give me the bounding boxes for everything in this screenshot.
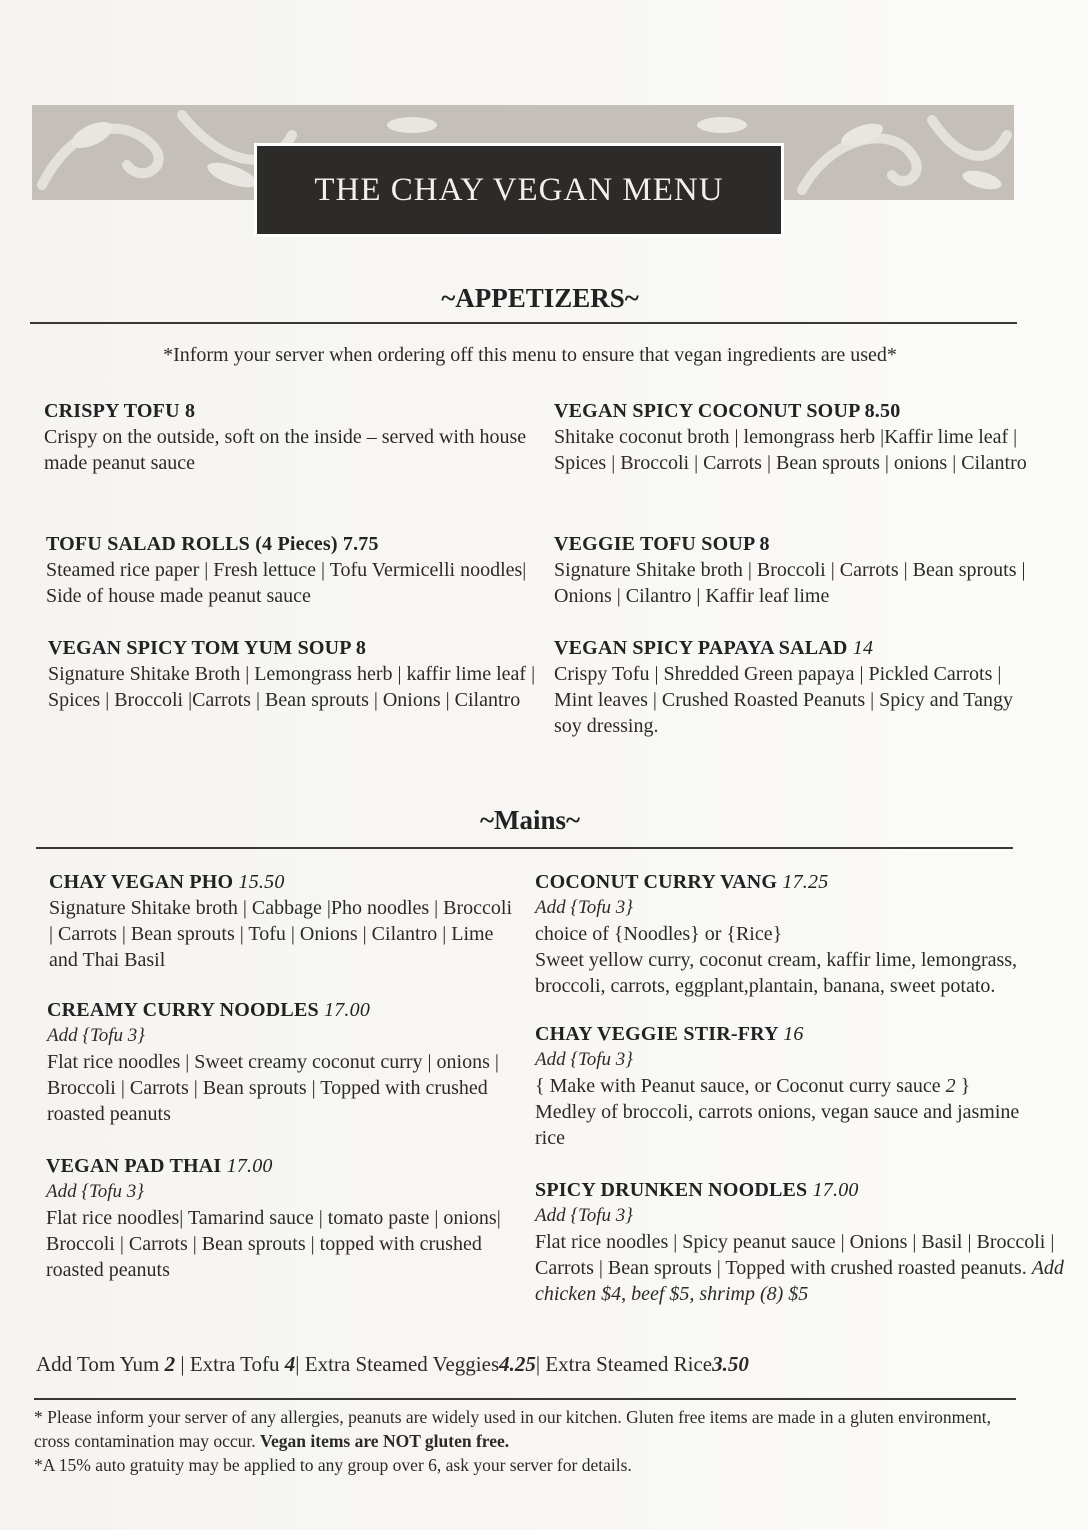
item-description: Shitake coconut broth | lemongrass herb |Kaffir lime leaf | Spices | Broccoli | Carrots | Bean sprouts | onions | Cilantro: [554, 426, 1027, 474]
item-title: CREAMY CURRY NOODLES: [47, 999, 319, 1021]
item-description: Steamed rice paper | Fresh lettuce | Tofu Vermicelli noodles| Side of house made peanut sauce: [46, 559, 527, 607]
menu-item: [554, 635, 1029, 739]
item-description: Sweet yellow curry, coconut cream, kaffir lime, lemongrass, broccoli, carrots, eggplant,plantain, banana, sweet potato.: [535, 949, 1018, 997]
item-price: 15.50: [238, 871, 285, 893]
extra-tom-yum: Add Tom Yum: [36, 1352, 165, 1376]
add-tofu-option: Add {Tofu 3}: [46, 1181, 144, 1202]
sauce-option-end: }: [955, 1075, 971, 1097]
item-price: 8: [759, 533, 770, 555]
item-description: Crispy Tofu | Shredded Green papaya | Pickled Carrots | Mint leaves | Crushed Roasted Peanuts | Spicy and Tangy soy dressing.: [554, 663, 1013, 737]
menu-item: [554, 398, 1049, 476]
item-name: [554, 635, 1029, 661]
item-title: VEGAN SPICY COCONUT SOUP: [554, 400, 860, 422]
item-price: 8.50: [864, 400, 901, 422]
extras-line: [36, 1352, 749, 1377]
item-price: 14: [852, 637, 874, 659]
item-description: Signature Shitake broth | Broccoli | Carrots | Bean sprouts | Onions | Cilantro | Kaffir leaf lime: [554, 559, 1026, 607]
item-price: 17.25: [782, 871, 829, 893]
item-price: 8: [355, 637, 367, 659]
menu-item: [48, 635, 538, 713]
sauce-option-text: { Make with Peanut sauce, or Coconut curry sauce: [535, 1075, 946, 1097]
item-title: VEGAN SPICY PAPAYA SALAD: [554, 637, 848, 659]
item-title: TOFU SALAD ROLLS (4 Pieces): [46, 533, 338, 555]
add-tofu-option: Add {Tofu 3}: [535, 1205, 633, 1226]
extra-tofu-price: 4: [284, 1352, 296, 1376]
menu-item: [46, 531, 536, 609]
item-title: COCONUT CURRY VANG: [535, 871, 778, 893]
appetizers-heading: ~APPETIZERS~: [441, 283, 639, 313]
item-name: [49, 869, 519, 895]
item-choice: choice of {Noodles} or {Rice}: [535, 923, 783, 945]
allergy-notice: * Please inform your server of any allergies, peanuts are widely used in our kitchen. Gluten free items are made in a gluten environment, cross contamination may occur.: [34, 1407, 992, 1451]
item-title: SPICY DRUNKEN NOODLES: [535, 1179, 808, 1201]
sauce-option-price: 2: [945, 1075, 956, 1097]
item-name: [535, 1021, 1035, 1047]
item-price: 17.00: [226, 1155, 273, 1177]
protein-add-on: Add chicken $4, beef $5, shrimp (8) $5: [535, 1257, 1064, 1305]
item-title: CRISPY TOFU: [44, 400, 180, 422]
menu-item: [535, 1021, 1035, 1151]
menu-item: [535, 1177, 1070, 1307]
add-tofu-option: Add {Tofu 3}: [47, 1025, 145, 1046]
item-name: [554, 398, 1049, 424]
item-title: VEGAN PAD THAI: [46, 1155, 222, 1177]
gratuity-notice: *A 15% auto gratuity may be applied to any group over 6, ask your server for details.: [34, 1455, 632, 1475]
item-name: [46, 1153, 521, 1179]
item-description: Flat rice noodles| Tamarind sauce | tomato paste | onions| Broccoli | Carrots | Bean sprouts | topped with crushed roasted peanuts: [46, 1207, 501, 1281]
item-price: 16: [783, 1023, 804, 1045]
extra-rice: | Extra Steamed Rice: [535, 1352, 713, 1376]
item-description-text: Flat rice noodles | Spicy peanut sauce | Onions | Basil | Broccoli | Carrots | Bean sprouts | Topped with crushed roasted peanuts.: [535, 1231, 1055, 1279]
item-title: CHAY VEGAN PHO: [49, 871, 234, 893]
sauce-option: [535, 1073, 1035, 1099]
item-description: Crispy on the outside, soft on the inside – served with house made peanut sauce: [44, 426, 527, 474]
divider: [36, 847, 1013, 849]
item-price: 8: [184, 400, 196, 422]
extra-tom-yum-price: 2: [164, 1352, 176, 1376]
item-name: [46, 531, 536, 557]
item-description: Flat rice noodles | Sweet creamy coconut curry | onions | Broccoli | Carrots | Bean sprouts | Topped with crushed roasted peanuts: [47, 1051, 499, 1125]
gluten-warning: Vegan items are NOT gluten free.: [259, 1431, 510, 1451]
add-tofu-option: Add {Tofu 3}: [535, 1049, 633, 1070]
menu-item: [554, 531, 1039, 609]
item-name: [535, 869, 1075, 895]
add-tofu-option: Add {Tofu 3}: [535, 897, 633, 918]
menu-item: [535, 869, 1075, 999]
menu-item: [46, 1153, 521, 1283]
item-name: [44, 398, 534, 424]
item-price: 7.75: [342, 533, 379, 555]
item-title: CHAY VEGGIE STIR-FRY: [535, 1023, 778, 1045]
vegan-notice: *Inform your server when ordering off this menu to ensure that vegan ingredients are used*: [163, 344, 897, 366]
divider: [30, 322, 1017, 324]
item-price: 17.00: [324, 999, 371, 1021]
item-title: VEGGIE TOFU SOUP: [554, 533, 755, 555]
menu-title: THE CHAY VEGAN MENU: [257, 146, 781, 234]
item-price: 17.00: [812, 1179, 859, 1201]
mains-heading: ~Mains~: [479, 805, 581, 835]
item-description: Signature Shitake broth | Cabbage |Pho noodles | Broccoli | Carrots | Bean sprouts | Tofu | Onions | Cilantro | Lime and Thai Basil: [49, 897, 513, 971]
menu-title-box: [254, 143, 784, 237]
item-description: [535, 1229, 1070, 1307]
item-title: VEGAN SPICY TOM YUM SOUP: [48, 637, 351, 659]
item-description: Medley of broccoli, carrots onions, vegan sauce and jasmine rice: [535, 1101, 1020, 1149]
item-name: [47, 997, 517, 1023]
item-name: [554, 531, 1039, 557]
extra-veggies-price: 4.25: [499, 1352, 536, 1376]
item-name: [535, 1177, 1070, 1203]
menu-item: [49, 869, 519, 973]
item-name: [48, 635, 538, 661]
menu-item: [44, 398, 534, 476]
extra-tofu: | Extra Tofu: [175, 1352, 285, 1376]
extra-veggies: | Extra Steamed Veggies: [295, 1352, 500, 1376]
extra-rice-price: 3.50: [712, 1352, 749, 1376]
divider: [34, 1398, 1016, 1400]
menu-item: [47, 997, 517, 1127]
footnote: [34, 1405, 1024, 1477]
item-description: Signature Shitake Broth | Lemongrass herb | kaffir lime leaf | Spices | Broccoli |Carrots | Bean sprouts | Onions | Cilantro: [48, 663, 536, 711]
